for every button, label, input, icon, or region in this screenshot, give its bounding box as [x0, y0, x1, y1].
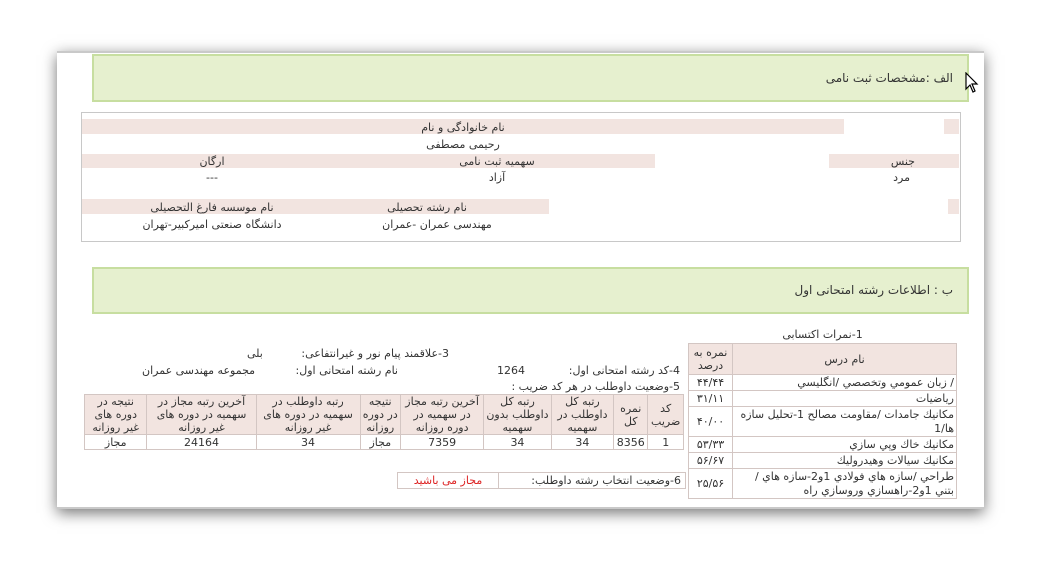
table-row — [689, 375, 957, 391]
section-b-header — [92, 267, 969, 314]
mouse-pointer-icon — [965, 72, 979, 94]
pink-cell — [948, 199, 959, 214]
ranks-cell: 24164 — [147, 435, 256, 450]
score-cell: ۵۳/۳۳ — [689, 437, 733, 453]
ranks-cell: 1 — [648, 435, 684, 450]
ranks-cell: 34 — [484, 435, 552, 450]
interest-value: بلی — [247, 347, 263, 360]
quota-value: آزاد — [488, 171, 506, 184]
ranks-cell: 34 — [256, 435, 360, 450]
top-rule — [57, 51, 984, 53]
ranks-header: نمره کل — [614, 395, 648, 435]
pink-cell — [944, 119, 959, 134]
fullname-label: نام خانوادگی و نام — [421, 121, 505, 134]
selection-value: مجاز می باشید — [398, 473, 499, 488]
grades-table — [688, 343, 957, 499]
field-value: مهندسی عمران -عمران — [382, 218, 492, 231]
table-row — [689, 453, 957, 469]
ranks-cell: 34 — [551, 435, 613, 450]
ranks-cell: 7359 — [401, 435, 484, 450]
field-label: نام رشته تحصیلی — [387, 201, 467, 214]
bottom-rule — [57, 507, 984, 509]
grades-title: 1-نمرات اکتسابی — [782, 328, 863, 341]
table-row — [689, 469, 957, 499]
exam-name-label: نام رشته امتحانی اول: — [295, 364, 398, 377]
section-a-header — [92, 54, 969, 102]
ranks-header: کد ضریب — [648, 395, 684, 435]
ranks-header: آخرین رتبه مجاز در سهمیه در دوره روزانه — [401, 395, 484, 435]
institute-label: نام موسسه فارغ التحصیلی — [150, 201, 274, 214]
quota-label: سهمیه ثبت نامی — [459, 155, 535, 168]
ranks-header: نتیجه در دوره روزانه — [360, 395, 401, 435]
ranks-cell: مجاز — [360, 435, 401, 450]
registration-box — [81, 112, 961, 242]
report-card — [57, 51, 984, 509]
ranks-table — [84, 394, 684, 450]
score-cell: ۳۱/۱۱ — [689, 391, 733, 407]
ranks-header: آخرین رتبه مجاز در سهمیه در دوره های غیر روزانه — [147, 395, 256, 435]
selection-label: 6-وضعیت انتخاب رشته داوطلب: — [531, 474, 681, 487]
status-title: 5-وضعیت داوطلب در هر کد ضریب : — [511, 380, 680, 393]
table-row — [689, 437, 957, 453]
ranks-header: نتیجه در دوره های غیر روزانه — [85, 395, 147, 435]
score-header: نمره به درصد — [689, 344, 733, 375]
ranks-cell: 8356 — [614, 435, 648, 450]
course-cell: مكانيك جامدات /مقاومت مصالح 1-تحليل سازه ها/1 — [733, 407, 957, 437]
exam-name-value: مجموعه مهندسی عمران — [142, 364, 256, 377]
course-cell: طراحي /سازه هاي فولادي 1و2-سازه هاي / بتني 1و2-راهسازي وروسازي راه — [733, 469, 957, 499]
score-cell: ۴۴/۴۴ — [689, 375, 733, 391]
ranks-header: رتبه کل داوطلب در سهمیه — [551, 395, 613, 435]
ranks-cell: مجاز — [85, 435, 147, 450]
course-cell: رياضيات — [733, 391, 957, 407]
table-row — [689, 391, 957, 407]
table-row — [689, 407, 957, 437]
section-a-title: الف :مشخصات ثبت نامی — [825, 71, 953, 85]
course-cell: مكانيك سيالات وهيدروليك — [733, 453, 957, 469]
interest-label: 3-علاقمند پیام نور و غیرانتفاعی: — [301, 347, 449, 360]
ranks-header: رتبه داوطلب در سهمیه در دوره های غیر روزانه — [256, 395, 360, 435]
institute-value: دانشگاه صنعتی امیرکبیر-تهران — [142, 218, 282, 231]
score-cell: ۴۰/۰۰ — [689, 407, 733, 437]
gender-value: مرد — [893, 171, 910, 184]
code-value: 1264 — [497, 364, 525, 377]
course-header: نام درس — [733, 344, 957, 375]
score-cell: ۲۵/۵۶ — [689, 469, 733, 499]
ranks-header: رتبه کل داوطلب بدون سهمیه — [484, 395, 552, 435]
code-label: 4-کد رشته امتحانی اول: — [568, 364, 680, 377]
organ-value: --- — [206, 171, 218, 184]
course-cell: مكانيك خاك وپي سازي — [733, 437, 957, 453]
table-row — [85, 435, 684, 450]
fullname-value: رحیمی مصطفی — [426, 138, 500, 151]
selection-status — [397, 472, 686, 489]
gender-label: جنس — [890, 155, 915, 168]
score-cell: ۵۶/۶۷ — [689, 453, 733, 469]
section-b-title: ب : اطلاعات رشته امتحانی اول — [794, 283, 953, 297]
organ-label: ارگان — [199, 155, 225, 168]
course-cell: / زبان عمومي وتخصصي /انگليسي — [733, 375, 957, 391]
